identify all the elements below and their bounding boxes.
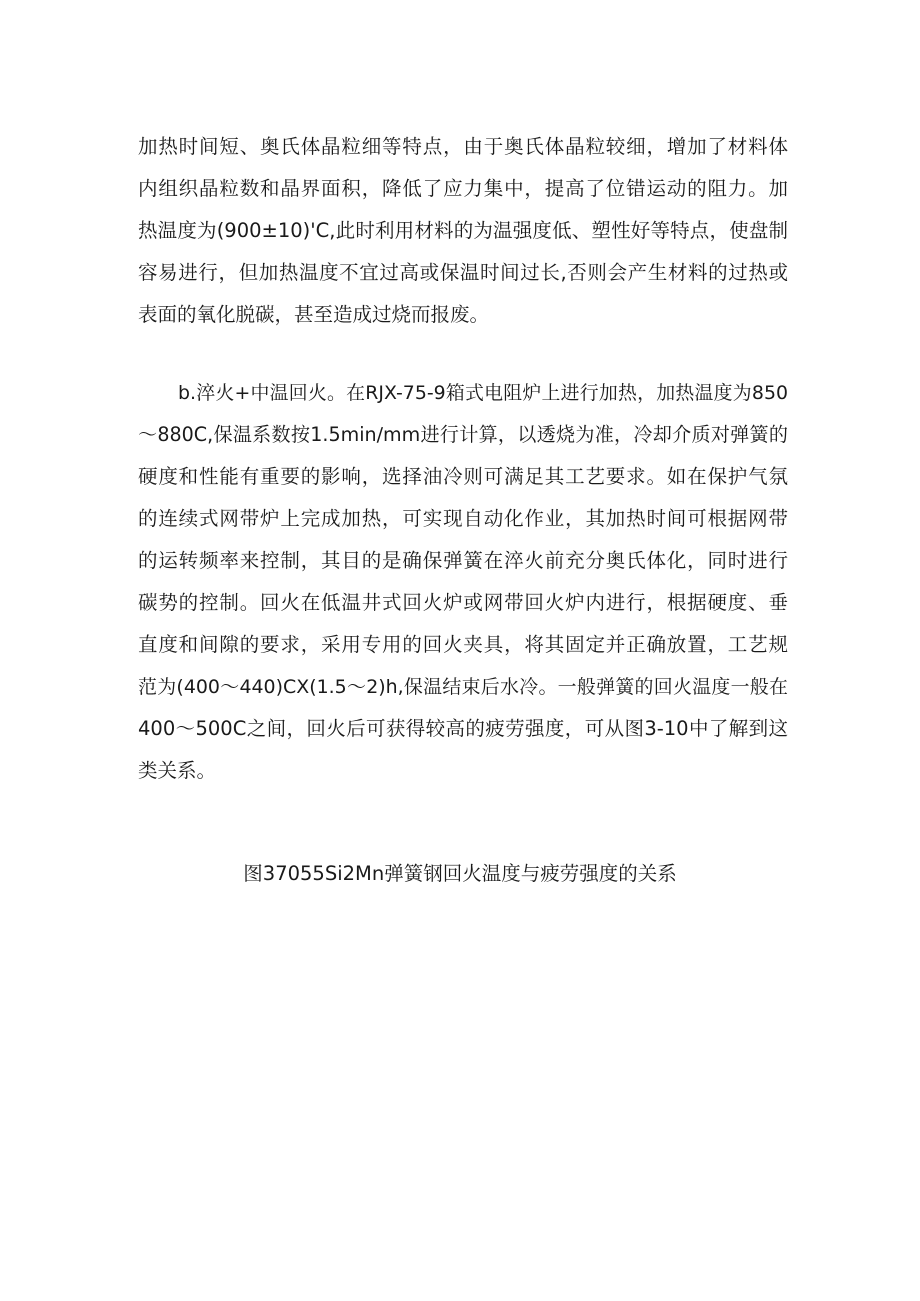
paragraph-2-line: 碳势的控制。回火在低温井式回火炉或网带回火炉内进行，根据硬度、垂 (138, 591, 788, 614)
paragraph-2-line: 400～500C之间，回火后可获得较高的疲劳强度，可从图3-10中了解到这 (138, 717, 788, 740)
paragraph-1 (138, 126, 788, 336)
paragraph-1-line: 表面的氧化脱碳，甚至造成过烧而报废。 (138, 303, 490, 326)
paragraph-2-line: 类关系。 (138, 759, 217, 782)
paragraph-1-line: 容易进行，但加热温度不宜过高或保温时间过长,否则会产生材料的过热或 (138, 261, 788, 284)
paragraph-2-line: 范为(400～440)CX(1.5～2)h,保温结束后水冷。一般弹簧的回火温度一般在 (138, 676, 788, 698)
figure-caption: 图37055Si2Mn弹簧钢回火温度与疲劳强度的关系 (243, 862, 677, 885)
paragraph-2-line: 硬度和性能有重要的影响，选择油冷则可满足其工艺要求。如在保护气氛 (138, 465, 788, 488)
paragraph-2 (138, 372, 788, 792)
paragraph-2-line: 的运转频率来控制，其目的是确保弹簧在淬火前充分奥氏体化，同时进行 (138, 549, 788, 572)
paragraph-2-line: b.淬火+中温回火。在RJX-75-9箱式电阻炉上进行加热，加热温度为850 (178, 382, 788, 404)
paragraph-1-line: 热温度为(900±10)'C,此时利用材料的为温强度低、塑性好等特点，使盘制 (138, 219, 788, 242)
paragraph-1-line: 加热时间短、奥氏体晶粒细等特点，由于奥氏体晶粒较细，增加了材料体 (138, 135, 788, 158)
paragraph-2-line: ～880C,保温系数按1.5min∕mm进行计算，以透烧为准，冷却介质对弹簧的 (138, 423, 788, 446)
paragraph-1-line: 内组织晶粒数和晶界面积，降低了应力集中，提高了位错运动的阻力。加 (138, 177, 788, 200)
paragraph-2-line: 的连续式网带炉上完成加热，可实现自动化作业，其加热时间可根据网带 (138, 507, 788, 530)
paragraph-2-line: 直度和间隙的要求，采用专用的回火夹具，将其固定并正确放置，工艺规 (138, 633, 788, 656)
